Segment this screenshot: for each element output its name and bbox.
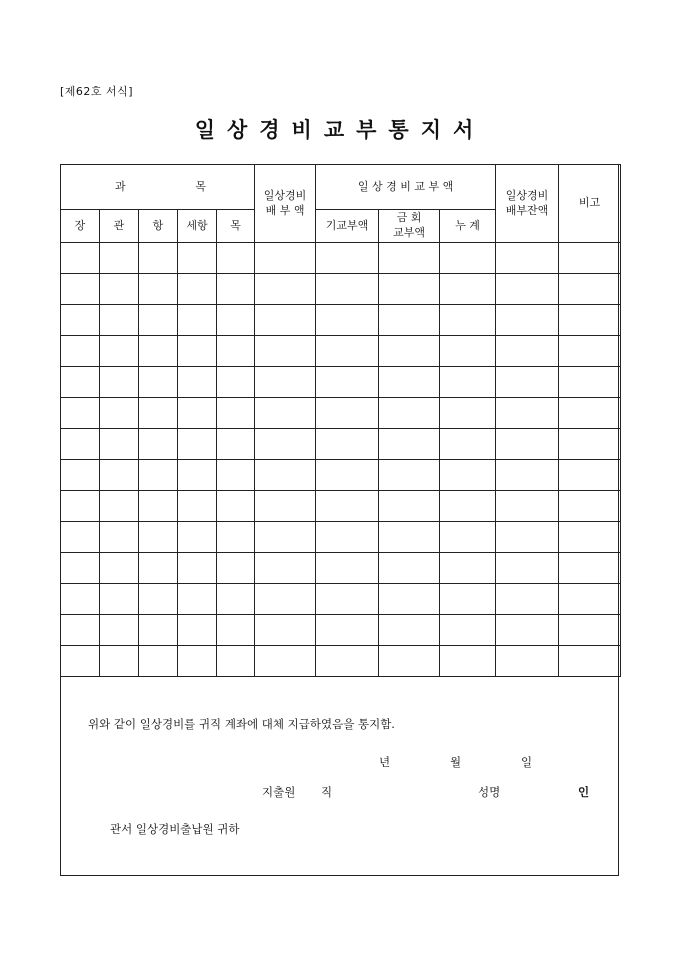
- table-cell: [61, 646, 100, 677]
- table-cell: [316, 522, 379, 553]
- position-label: 직: [321, 785, 333, 799]
- subject-header-right: 목: [195, 179, 207, 193]
- table-cell: [316, 398, 379, 429]
- table-cell: [316, 243, 379, 274]
- table-cell: [217, 398, 255, 429]
- sehang-header: 세항: [178, 210, 217, 243]
- table-row: [61, 460, 621, 491]
- table-cell: [217, 491, 255, 522]
- table-cell: [255, 274, 316, 305]
- table-cell: [496, 429, 559, 460]
- table-cell: [440, 491, 496, 522]
- table-cell: [217, 584, 255, 615]
- table-cell: [100, 367, 139, 398]
- hang-header: 항: [139, 210, 178, 243]
- table-cell: [61, 305, 100, 336]
- table-row: [61, 522, 621, 553]
- table-cell: [496, 336, 559, 367]
- table-cell: [139, 615, 178, 646]
- table-cell: [316, 615, 379, 646]
- table-cell: [379, 367, 440, 398]
- table-cell: [496, 646, 559, 677]
- table-cell: [139, 243, 178, 274]
- table-row: [61, 398, 621, 429]
- table-row: [61, 584, 621, 615]
- table-cell: [139, 336, 178, 367]
- table-cell: [379, 646, 440, 677]
- table-cell: [496, 367, 559, 398]
- table-cell: [61, 615, 100, 646]
- table-cell: [255, 429, 316, 460]
- table-cell: [178, 553, 217, 584]
- table-cell: [496, 243, 559, 274]
- table-cell: [217, 522, 255, 553]
- table-cell: [178, 336, 217, 367]
- allocation-table: [60, 164, 621, 677]
- table-cell: [496, 460, 559, 491]
- table-cell: [61, 243, 100, 274]
- subject-group-header: [61, 165, 255, 210]
- table-cell: [559, 584, 621, 615]
- payer-label: 지출원: [262, 785, 296, 799]
- table-cell: [217, 274, 255, 305]
- table-cell: [139, 522, 178, 553]
- jang-header: 장: [61, 210, 100, 243]
- table-cell: [379, 336, 440, 367]
- table-cell: [316, 584, 379, 615]
- table-cell: [440, 398, 496, 429]
- table-cell: [559, 429, 621, 460]
- table-cell: [100, 336, 139, 367]
- table-cell: [379, 584, 440, 615]
- balance-header: 일상경비 배부잔액: [496, 165, 559, 243]
- table-cell: [496, 398, 559, 429]
- table-cell: [316, 305, 379, 336]
- table-cell: [496, 274, 559, 305]
- table-cell: [440, 584, 496, 615]
- table-cell: [178, 491, 217, 522]
- table-cell: [217, 336, 255, 367]
- table-cell: [100, 429, 139, 460]
- table-cell: [255, 367, 316, 398]
- table-cell: [379, 274, 440, 305]
- table-cell: [255, 522, 316, 553]
- table-cell: [440, 646, 496, 677]
- year-label: 년: [379, 755, 391, 769]
- grant-amount-group-header: 일 상 경 비 교 부 액: [316, 165, 496, 210]
- table-cell: [316, 646, 379, 677]
- table-cell: [379, 305, 440, 336]
- table-cell: [217, 367, 255, 398]
- table-cell: [139, 305, 178, 336]
- table-cell: [496, 615, 559, 646]
- table-cell: [559, 646, 621, 677]
- seal-mark: 인: [578, 785, 590, 799]
- table-cell: [61, 398, 100, 429]
- table-cell: [440, 243, 496, 274]
- table-cell: [178, 305, 217, 336]
- document-title: 일상경비교부통지서: [194, 117, 486, 142]
- table-cell: [559, 615, 621, 646]
- table-cell: [100, 398, 139, 429]
- table-cell: [139, 646, 178, 677]
- table-cell: [217, 646, 255, 677]
- table-cell: [61, 553, 100, 584]
- table-cell: [61, 336, 100, 367]
- table-cell: [440, 367, 496, 398]
- table-cell: [61, 274, 100, 305]
- table-cell: [440, 305, 496, 336]
- table-cell: [379, 522, 440, 553]
- gwan-header: 관: [100, 210, 139, 243]
- table-cell: [255, 305, 316, 336]
- table-cell: [559, 305, 621, 336]
- table-cell: [61, 584, 100, 615]
- table-cell: [559, 336, 621, 367]
- table-cell: [178, 429, 217, 460]
- table-cell: [100, 460, 139, 491]
- table-cell: [496, 305, 559, 336]
- month-label: 월: [450, 755, 462, 769]
- table-cell: [496, 584, 559, 615]
- table-cell: [440, 336, 496, 367]
- table-cell: [139, 367, 178, 398]
- table-cell: [61, 429, 100, 460]
- table-cell: [559, 522, 621, 553]
- table-cell: [316, 460, 379, 491]
- table-cell: [440, 274, 496, 305]
- table-cell: [100, 491, 139, 522]
- table-cell: [139, 274, 178, 305]
- mok-header: 목: [217, 210, 255, 243]
- table-row: [61, 305, 621, 336]
- table-cell: [316, 274, 379, 305]
- table-cell: [440, 615, 496, 646]
- allocated-amount-header: 일상경비 배 부 액: [255, 165, 316, 243]
- table-cell: [178, 460, 217, 491]
- current-grant-header: 금 회 교부액: [379, 210, 440, 243]
- table-cell: [440, 522, 496, 553]
- table-cell: [559, 274, 621, 305]
- table-cell: [559, 553, 621, 584]
- table-row: [61, 615, 621, 646]
- table-cell: [255, 398, 316, 429]
- table-cell: [217, 243, 255, 274]
- table-cell: [559, 398, 621, 429]
- table-cell: [217, 460, 255, 491]
- table-cell: [61, 491, 100, 522]
- table-cell: [316, 553, 379, 584]
- table-cell: [100, 274, 139, 305]
- table-cell: [100, 646, 139, 677]
- table-cell: [255, 646, 316, 677]
- table-cell: [178, 522, 217, 553]
- table-cell: [139, 398, 178, 429]
- table-cell: [255, 553, 316, 584]
- table-cell: [379, 491, 440, 522]
- subject-header-left: 과: [115, 179, 126, 193]
- table-row: [61, 646, 621, 677]
- table-cell: [178, 584, 217, 615]
- table-cell: [61, 522, 100, 553]
- table-cell: [440, 429, 496, 460]
- table-cell: [100, 522, 139, 553]
- table-row: [61, 274, 621, 305]
- previous-grant-header: 기교부액: [316, 210, 379, 243]
- table-cell: [316, 491, 379, 522]
- table-cell: [559, 367, 621, 398]
- table-cell: [440, 553, 496, 584]
- table-cell: [178, 615, 217, 646]
- table-cell: [496, 522, 559, 553]
- table-cell: [178, 398, 217, 429]
- table-row: [61, 243, 621, 274]
- remarks-header: 비고: [559, 165, 621, 243]
- table-cell: [379, 398, 440, 429]
- table-cell: [559, 491, 621, 522]
- table-cell: [217, 615, 255, 646]
- form-number: [제62호 서식]: [60, 85, 134, 98]
- table-cell: [316, 367, 379, 398]
- table-row: [61, 367, 621, 398]
- table-cell: [217, 305, 255, 336]
- table-cell: [255, 460, 316, 491]
- table-cell: [178, 646, 217, 677]
- notice-text: 위와 같이 일상경비를 귀직 계좌에 대체 지급하였음을 통지함.: [88, 717, 395, 731]
- table-cell: [379, 460, 440, 491]
- table-cell: [255, 243, 316, 274]
- table-cell: [178, 274, 217, 305]
- table-row: [61, 429, 621, 460]
- table-cell: [100, 305, 139, 336]
- table-row: [61, 491, 621, 522]
- table-cell: [100, 553, 139, 584]
- table-cell: [61, 460, 100, 491]
- table-cell: [217, 429, 255, 460]
- table-cell: [100, 584, 139, 615]
- table-cell: [559, 460, 621, 491]
- table-cell: [178, 243, 217, 274]
- day-label: 일: [521, 755, 533, 769]
- name-label: 성명: [478, 785, 501, 799]
- table-cell: [379, 615, 440, 646]
- table-cell: [255, 491, 316, 522]
- table-cell: [496, 553, 559, 584]
- table-cell: [379, 553, 440, 584]
- table-row: [61, 336, 621, 367]
- table-cell: [379, 429, 440, 460]
- table-cell: [255, 584, 316, 615]
- table-cell: [139, 429, 178, 460]
- recipient-text: 관서 일상경비출납원 귀하: [110, 822, 240, 836]
- table-cell: [61, 367, 100, 398]
- table-cell: [316, 336, 379, 367]
- table-cell: [316, 429, 379, 460]
- table-cell: [496, 491, 559, 522]
- table-cell: [139, 491, 178, 522]
- table-cell: [559, 243, 621, 274]
- table-cell: [379, 243, 440, 274]
- table-cell: [100, 615, 139, 646]
- cumulative-header: 누 계: [440, 210, 496, 243]
- table-row: [61, 553, 621, 584]
- table-cell: [178, 367, 217, 398]
- table-cell: [139, 460, 178, 491]
- table-cell: [255, 336, 316, 367]
- table-cell: [139, 553, 178, 584]
- table-cell: [139, 584, 178, 615]
- table-cell: [100, 243, 139, 274]
- table-cell: [255, 615, 316, 646]
- table-cell: [440, 460, 496, 491]
- table-cell: [217, 553, 255, 584]
